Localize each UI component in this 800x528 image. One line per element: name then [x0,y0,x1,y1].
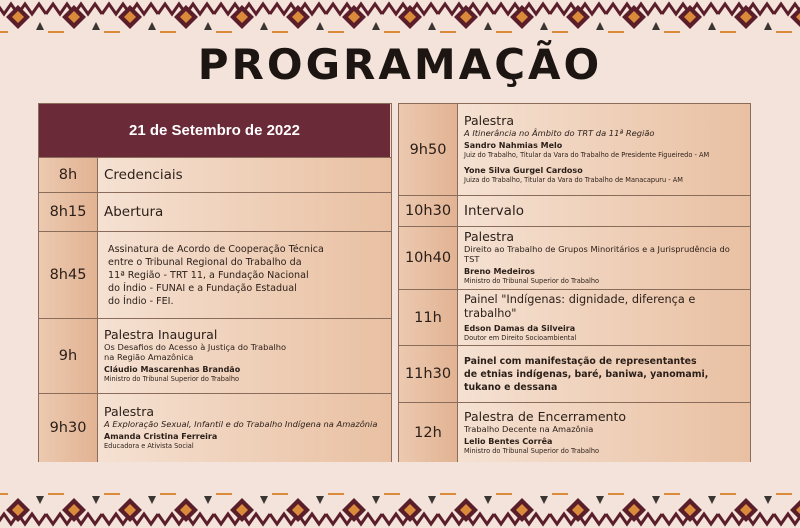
speaker-role: Ministro do Tribunal Superior do Trabalho [464,446,600,455]
time-cell: 9h50 [399,104,458,195]
event-subtitle: Os Desafios do Acesso à Justiça do Trabalho [104,342,287,352]
event-line: entre o Tribunal Regional do Trabalho da [108,256,302,268]
time-cell: 10h40 [399,227,458,289]
event-title: Painel "Indígenas: dignidade, diferença e trabalho" [464,292,696,320]
schedule-row [39,157,391,192]
event-title: Palestra [104,404,155,419]
event-subtitle: A Exploração Sexual, Infantil e do Trabalho Indígena na Amazônia [104,419,378,429]
page-title: PROGRAMAÇÃO [197,40,603,89]
event-title: Palestra Inaugural [104,327,218,342]
date-header: 21 de Setembro de 2022 [39,104,390,157]
time-cell: 9h30 [39,394,98,462]
speaker-role: Doutor em Direito Socioambiental [464,333,577,342]
speaker-role: Ministro do Tribunal Superior do Trabalho [104,375,240,383]
speaker-name: Edson Damas da Silveira [464,323,576,333]
top-pattern-band [0,0,800,34]
schedule-row [39,192,391,231]
speaker-name: Cláudio Mascarenhas Brandão [104,365,241,374]
event-line: Assinatura de Acordo de Cooperação Técnica [108,243,324,255]
event-subtitle: na Região Amazônica [104,352,194,362]
event-subtitle: A Itinerância no Âmbito do TRT da 11ª Região [464,128,655,138]
time-cell: 10h30 [399,196,458,226]
event-subtitle: Direito ao Trabalho de Grupos Minoritários e a Jurisprudência do TST [464,244,730,264]
event-line: Painel com manifestação de representantes [464,355,697,367]
speaker-name: Lelio Bentes Corrêa [464,436,553,446]
event-title: Palestra [464,229,515,244]
schedule-row [39,231,391,318]
time-cell: 8h [39,158,98,192]
schedule-row [399,402,750,462]
event-subtitle: Trabalho Decente na Amazônia [464,423,594,434]
event-title: Abertura [104,204,164,220]
speaker-role: Ministro do Tribunal Superior do Trabalho [464,277,600,285]
speaker-role: Educadora e Ativista Social [104,442,194,450]
event-line: tukano e dessana [464,381,558,393]
speaker-name: Yone Silva Gurgel Cardoso [464,166,583,175]
time-cell: 11h30 [399,346,458,402]
schedule-row [399,104,750,195]
time-cell: 8h15 [39,193,98,231]
schedule-left [38,103,392,462]
event-line: de etnias indígenas, baré, baniwa, yanomami, [464,368,709,380]
event-title: Palestra de Encerramento [464,408,627,424]
event-title: Intervalo [464,203,524,219]
schedule-row [39,318,391,393]
event-title: Credenciais [104,167,183,183]
event-title: Palestra [464,113,515,128]
time-cell: 8h45 [39,232,98,318]
schedule-row [399,289,750,345]
bottom-pattern-band [0,492,800,528]
time-cell: 9h [39,319,98,393]
schedule-row [399,345,750,402]
speaker-name: Sandro Nahmias Melo [464,141,563,150]
event-line: do Índio - FUNAI e a Fundação Estadual [108,282,297,294]
schedule-row [39,393,391,462]
speaker-name: Amanda Cristina Ferreira [104,432,218,441]
speaker-role: Juiza do Trabalho, Titular da Vara do Trabalho de Manacapuru - AM [464,176,683,184]
speaker-role: Juiz do Trabalho, Titular da Vara do Trabalho de Presidente Figueiredo - AM [464,151,710,159]
speaker-name: Breno Medeiros [464,267,535,276]
time-cell: 12h [399,403,458,462]
schedule-row [399,195,750,226]
event-line: do Índio - FEI. [108,295,174,307]
schedule-row [399,226,750,289]
event-line: 11ª Região - TRT 11, a Fundação Nacional [108,269,309,281]
time-cell: 11h [399,290,458,345]
schedule-right [398,103,751,462]
